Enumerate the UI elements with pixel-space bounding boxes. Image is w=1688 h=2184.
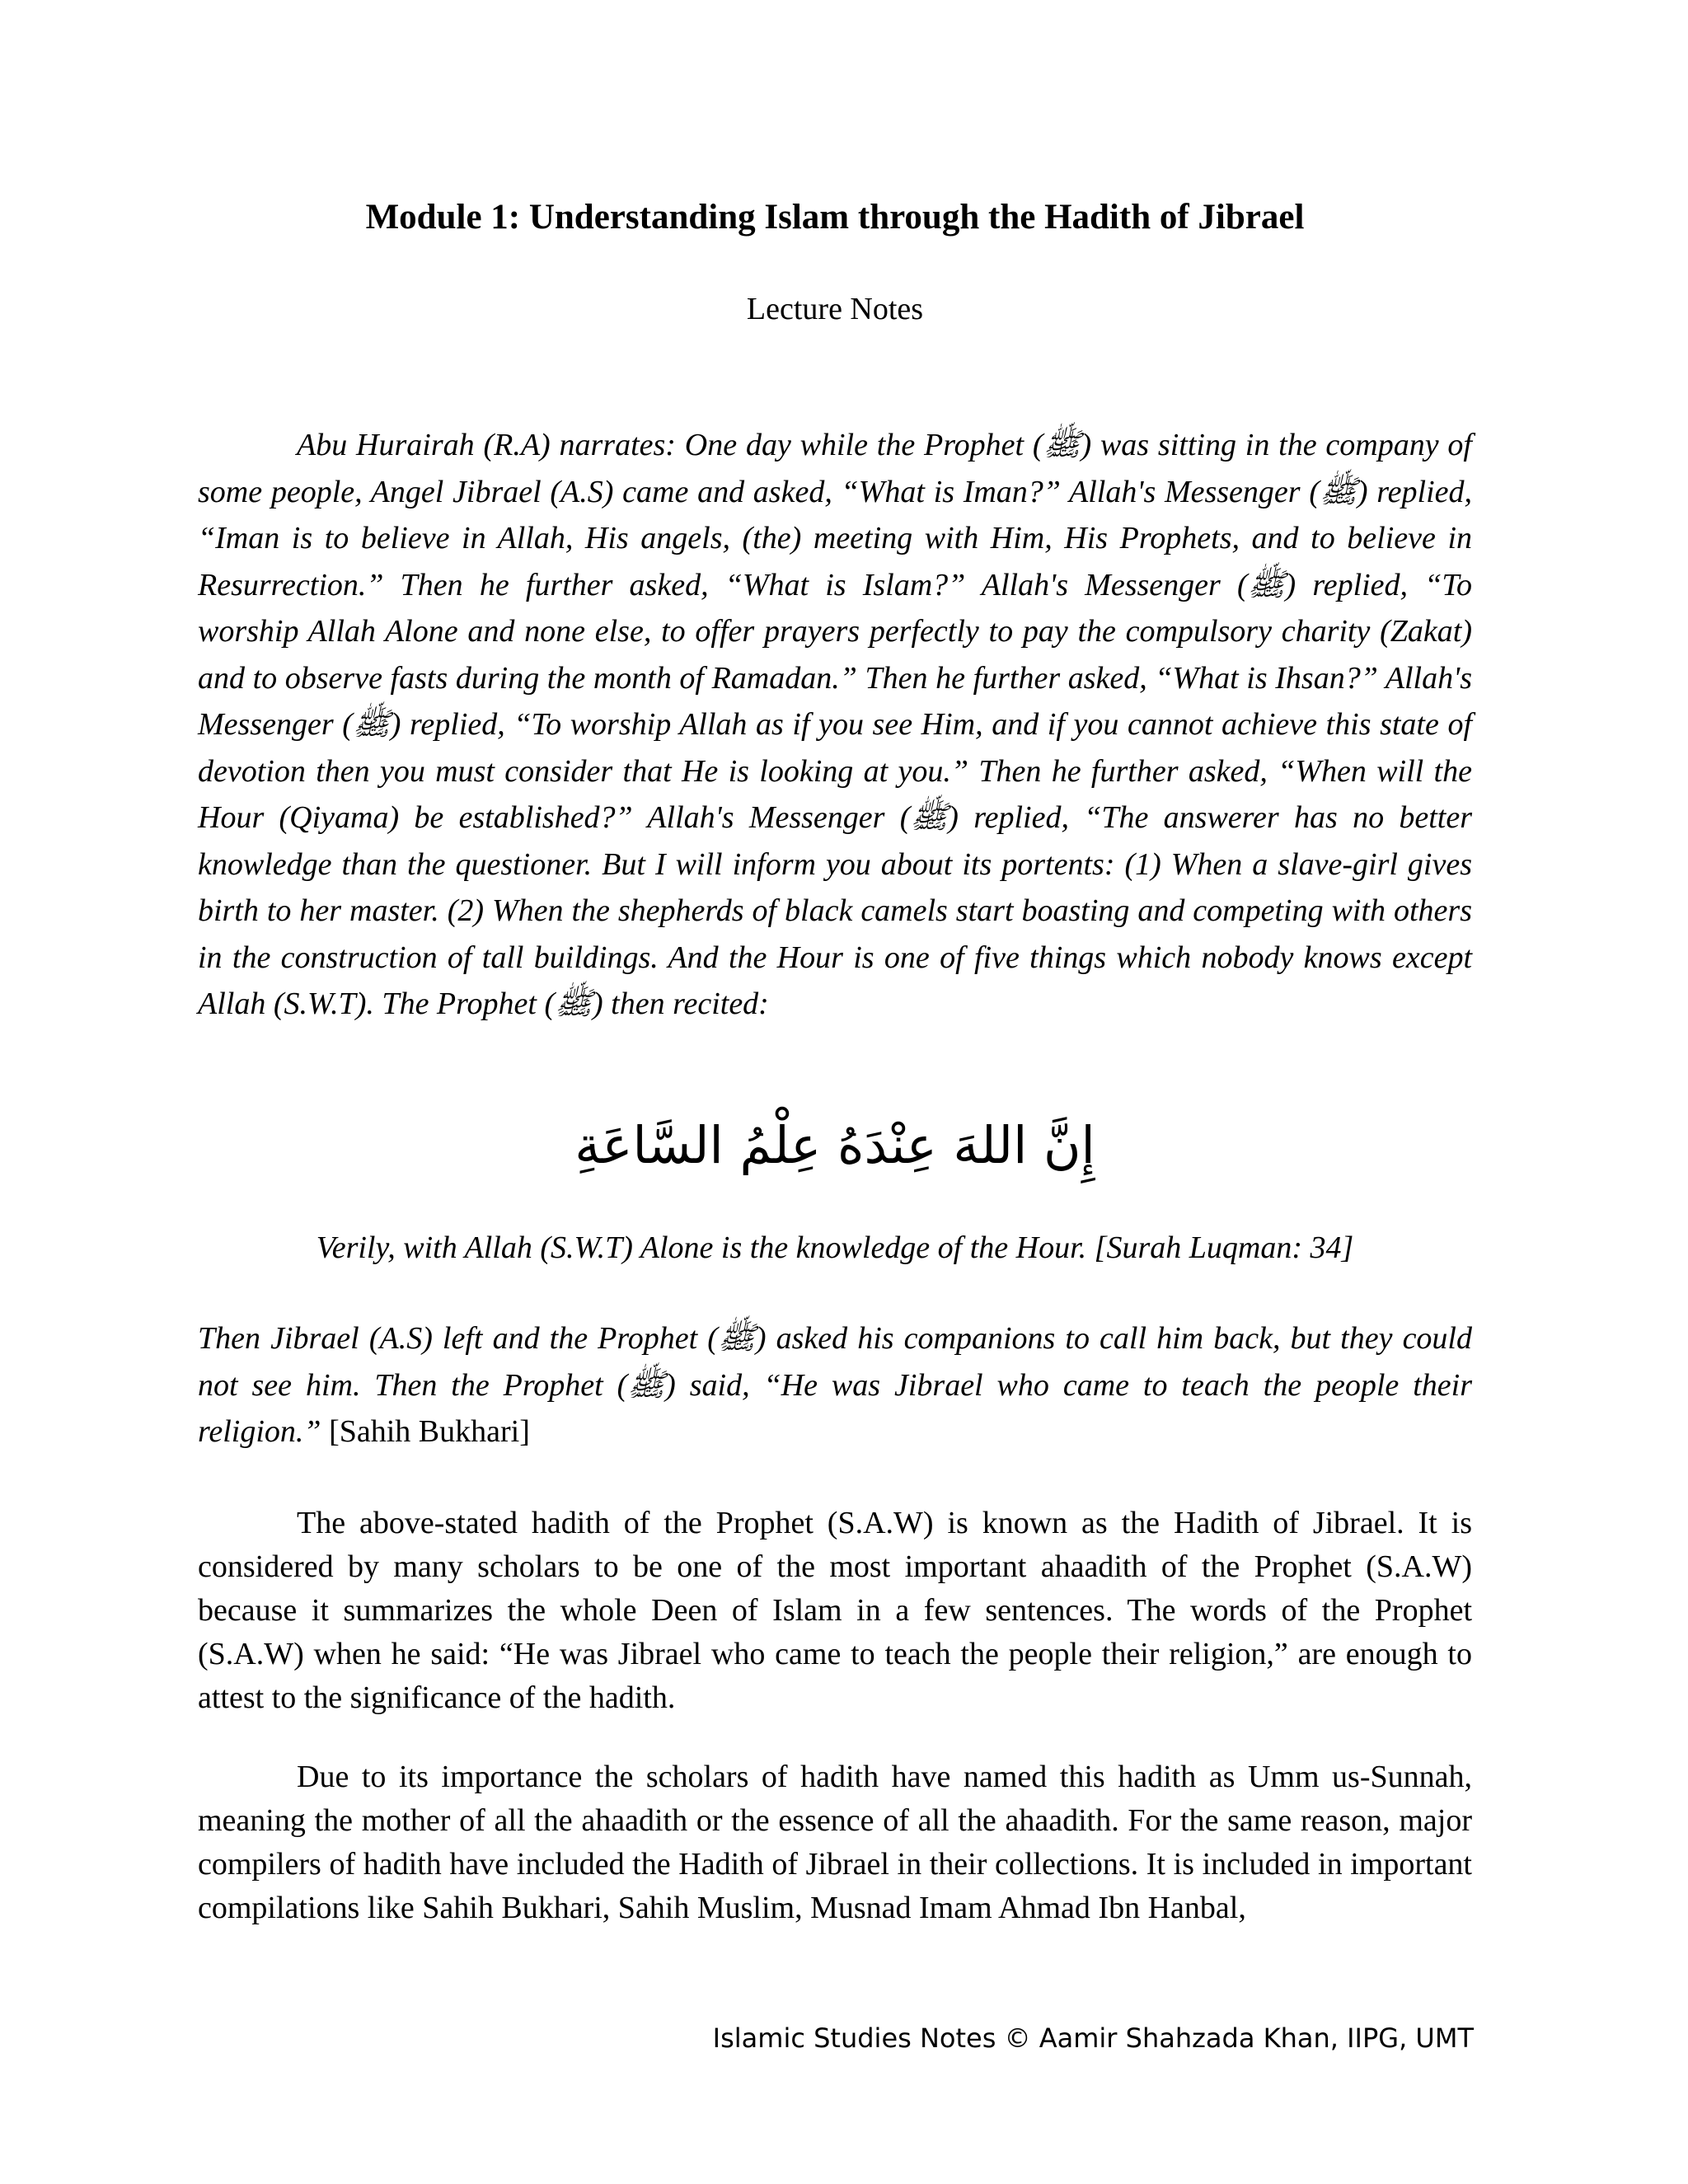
page-title: Module 1: Understanding Islam through the Hadith of Jibrael (365, 198, 1305, 237)
body-paragraph-2: Due to its importance the scholars of hadith have named this hadith as Umm us-Sunnah, meaning the mother of all the ahaadith or the essence of all the ahaadith. For the same reason, major compilers of hadith have included the Hadith of Jibrael in their collections. It is included in important compilations like Sahih Bukhari, Sahih Muslim, Musnad Imam Ahmad Ibn Hanbal, (198, 1760, 1472, 1925)
body-paragraph-1: The above-stated hadith of the Prophet (S.A.W) is known as the Hadith of Jibrael. It is considered by many scholars to be one of the most important ahaadith of the Prophet (S.A.W) because it summarizes the whole Deen of Islam in a few sentences. The words of the Prophet (S.A.W) when he said: “He was Jibrael who came to teach the people their religion,” are enough to attest to the significance of the hadith. (198, 1506, 1472, 1715)
hadith-continuation (198, 1315, 1472, 1455)
page-subtitle: Lecture Notes (746, 292, 924, 326)
hadith-reference: [Sahih Bukhari] (329, 1414, 530, 1449)
page-footer: Islamic Studies Notes © Aamir Shahzada Khan, IIPG, UMT (712, 2022, 1474, 2054)
verse-translation: Verily, with Allah (S.W.T) Alone is the knowledge of the Hour. [Surah Luqman: 34] (316, 1230, 1354, 1265)
continuation-text: Then Jibrael (A.S) left and the Prophet (ﷺ) asked his companions to call him back, but they could not see him. Then the Prophet (ﷺ) said, “He was Jibrael who came to teach the people their religion.” (198, 1321, 1472, 1449)
hadith-narration: Abu Hurairah (R.A) narrates: One day while the Prophet (ﷺ) was sitting in the company of some people, Angel Jibrael (A.S) came and asked, “What is Iman?” Allah's Messenger (ﷺ) replied, “Iman is to believe in Allah, His angels, (the) meeting with Him, His Prophets, and to believe in Resurrection.” Then he further asked, “What is Islam?” Allah's Messenger (ﷺ) replied, “To worship Allah Alone and none else, to offer prayers perfectly to pay the compulsory charity (Zakat) and to observe fasts during the month of Ramadan.” Then he further asked, “What is Ihsan?” Allah's Messenger (ﷺ) replied, “To worship Allah as if you see Him, and if you cannot achieve this state of devotion then you must consider that He is looking at you.” Then he further asked, “When will the Hour (Qiyama) be established?” Allah's Messenger (ﷺ) replied, “The answerer has no better knowledge than the questioner. But I will inform you about its portents: (1) When a slave-girl gives birth to her master. (2) When the shepherds of black camels start boasting and competing with others in the construction of tall buildings. And the Hour is one of five things which nobody knows except Allah (S.W.T). The Prophet (ﷺ) then recited: (198, 428, 1473, 1021)
arabic-verse: إِنَّ اللهَ عِنْدَهُ عِلْمُ السَّاعَةِ (574, 1115, 1095, 1175)
document-page (198, 0, 1472, 2184)
